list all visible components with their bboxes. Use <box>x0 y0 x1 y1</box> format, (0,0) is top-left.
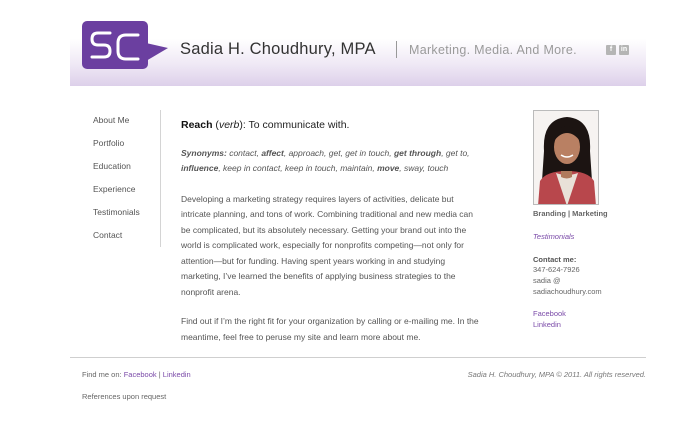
testimonials-link[interactable]: Testimonials <box>533 232 575 241</box>
email-line-2: sadiachoudhury.com <box>533 287 602 296</box>
profile-photo-image <box>534 111 599 205</box>
reach-part-of-speech: verb <box>218 119 240 131</box>
reach-meaning: : To communicate with. <box>242 119 350 131</box>
find-me-label: Find me on: <box>82 370 122 379</box>
reach-definition: Reach (verb): To communicate with. <box>181 119 350 131</box>
synonym-bold: influence <box>181 163 219 173</box>
logo[interactable] <box>82 21 170 69</box>
contact-heading: Contact me: <box>533 255 577 264</box>
references-note: References upon request <box>82 392 167 401</box>
facebook-link[interactable]: Facebook <box>533 309 566 318</box>
synonym-text: contact, <box>226 147 262 158</box>
synonym-text: , get to, <box>441 147 470 158</box>
synonym-bold: get through <box>393 147 442 158</box>
profile-photo <box>533 110 599 205</box>
synonym-text: , sway, touch <box>399 163 449 173</box>
synonym-text: , approach, get, get in touch, <box>283 147 394 158</box>
synonyms-label: Synonyms: <box>181 147 227 158</box>
synonyms <box>181 146 481 177</box>
synonym-text: , keep in contact, keep in touch, maintain, <box>218 163 378 173</box>
sidebar-nav <box>93 114 140 252</box>
site-name[interactable]: Sadia H. Choudhury, MPA <box>180 40 376 58</box>
synonym-bold: affect <box>261 147 284 158</box>
nav-item-portfolio[interactable]: Portfolio <box>93 138 125 148</box>
copyright: Sadia H. Choudhury, MPA © 2011. All rights reserved. <box>467 370 646 379</box>
tagline: Marketing. Media. And More. <box>409 43 577 57</box>
find-me-on <box>82 370 191 379</box>
nav-item-about-me[interactable]: About Me <box>93 115 130 125</box>
footer-facebook-link[interactable]: Facebook <box>123 370 157 379</box>
site-header <box>70 0 646 86</box>
linkedin-link[interactable]: Linkedin <box>533 320 561 329</box>
reach-word: Reach <box>181 119 213 131</box>
nav-item-testimonials[interactable]: Testimonials <box>93 207 140 217</box>
call-to-action-paragraph: Find out if I’m the right fit for your organization by calling or e-mailing me. In the meantime, feel free to peruse my site and learn more about me. <box>181 316 479 342</box>
phone-number: 347-624-7926 <box>533 265 580 274</box>
synonym-bold: move <box>377 163 400 173</box>
social-links <box>533 308 643 330</box>
email-line-1: sadia @ <box>533 276 561 285</box>
intro-paragraph: Developing a marketing strategy requires layers of activities, delicate but intricate planning, and tons of work. Combining traditional and new media can be complicated, but its absolutely necessary. Getting your brand out into the world is complicated work, especially for nonprofits competing—not only for attention—but for funding. Having spent years working in and studying marketing, I’ve learned the benefits of applying business strategies to the nonprofit arena. <box>181 193 474 297</box>
contact-sidebar <box>533 209 643 330</box>
main-content <box>181 118 481 345</box>
photo-caption: Branding | Marketing <box>533 209 608 218</box>
footer-divider <box>70 357 646 358</box>
footer-linkedin-link[interactable]: Linkedin <box>162 370 191 379</box>
nav-item-contact[interactable]: Contact <box>93 230 123 240</box>
facebook-icon[interactable]: f <box>606 45 616 55</box>
header-divider <box>396 41 397 58</box>
nav-item-experience[interactable]: Experience <box>93 184 136 194</box>
nav-divider <box>160 110 161 247</box>
linkedin-icon[interactable]: in <box>620 46 628 53</box>
footer-link-separator: | <box>158 370 161 379</box>
nav-item-education[interactable]: Education <box>93 161 131 171</box>
